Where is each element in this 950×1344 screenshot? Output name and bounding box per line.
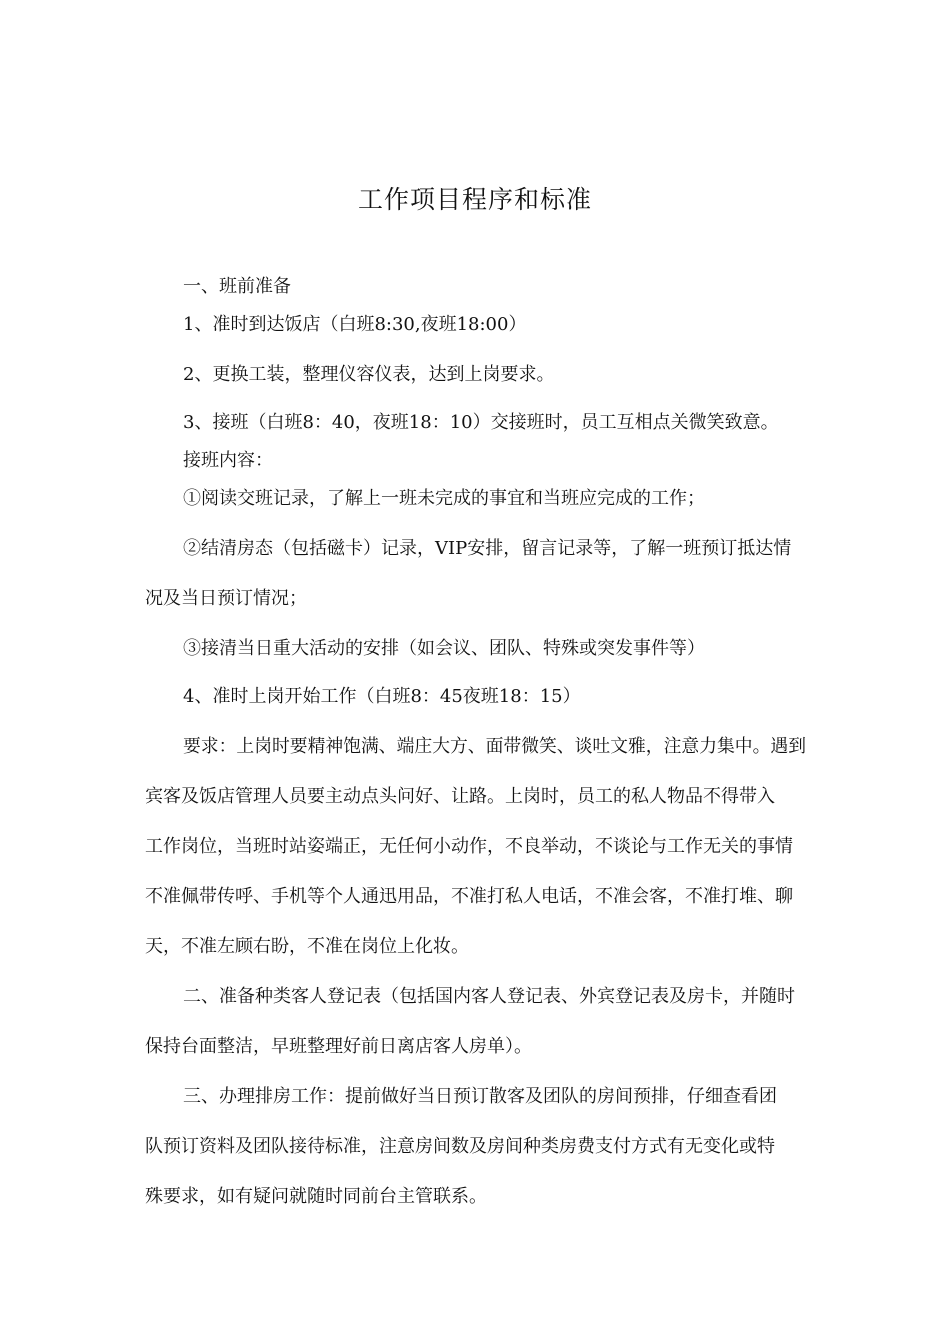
- document-title: 工作项目程序和标准: [357, 185, 592, 214]
- paragraph-line: 队预订资料及团队接待标准，注意房间数及房间种类房费支付方式有无变化或特: [145, 1136, 775, 1157]
- paragraph-line: 殊要求，如有疑问就随时同前台主管联系。: [145, 1186, 487, 1207]
- paragraph-line: 接班内容：: [183, 450, 273, 471]
- section-heading: 一、班前准备: [183, 276, 291, 297]
- paragraph-line: 二、准备种类客人登记表（包括国内客人登记表、外宾登记表及房卡，并随时: [183, 986, 795, 1007]
- paragraph-line: 宾客及饭店管理人员要主动点头问好、让路。上岗时，员工的私人物品不得带入: [145, 786, 775, 807]
- paragraph-line: 保持台面整洁，早班整理好前日离店客人房单）。: [145, 1036, 532, 1057]
- paragraph-line: ③接清当日重大活动的安排（如会议、团队、特殊或突发事件等）: [183, 638, 705, 659]
- paragraph-line: 3、接班（白班8：40，夜班18：10）交接班时，员工互相点关微笑致意。: [183, 412, 779, 433]
- paragraph-line: ②结清房态（包括磁卡）记录，VIP安排，留言记录等，了解一班预订抵达情: [183, 538, 792, 559]
- paragraph-line: 要求：上岗时要精神饱满、端庄大方、面带微笑、谈吐文雅，注意力集中。遇到: [183, 736, 807, 757]
- paragraph-line: 1、准时到达饭店（白班8:30,夜班18:00）: [183, 314, 527, 335]
- paragraph-line: 4、准时上岗开始工作（白班8：45夜班18：15）: [183, 686, 581, 707]
- paragraph-line: 天，不准左顾右盼，不准在岗位上化妆。: [145, 936, 469, 957]
- paragraph-line: 况及当日预订情况；: [145, 588, 307, 609]
- paragraph-line: 不准佩带传呼、手机等个人通迅用品，不准打私人电话，不准会客，不准打堆、聊: [145, 886, 793, 907]
- paragraph-line: ①阅读交班记录，了解上一班未完成的事宜和当班应完成的工作；: [183, 488, 705, 509]
- paragraph-line: 工作岗位，当班时站姿端正，无任何小动作，不良举动，不谈论与工作无关的事情: [145, 836, 793, 857]
- paragraph-line: 三、办理排房工作：提前做好当日预订散客及团队的房间预排，仔细查看团: [183, 1086, 777, 1107]
- paragraph-line: 2、更换工装，整理仪容仪表，达到上岗要求。: [183, 364, 555, 385]
